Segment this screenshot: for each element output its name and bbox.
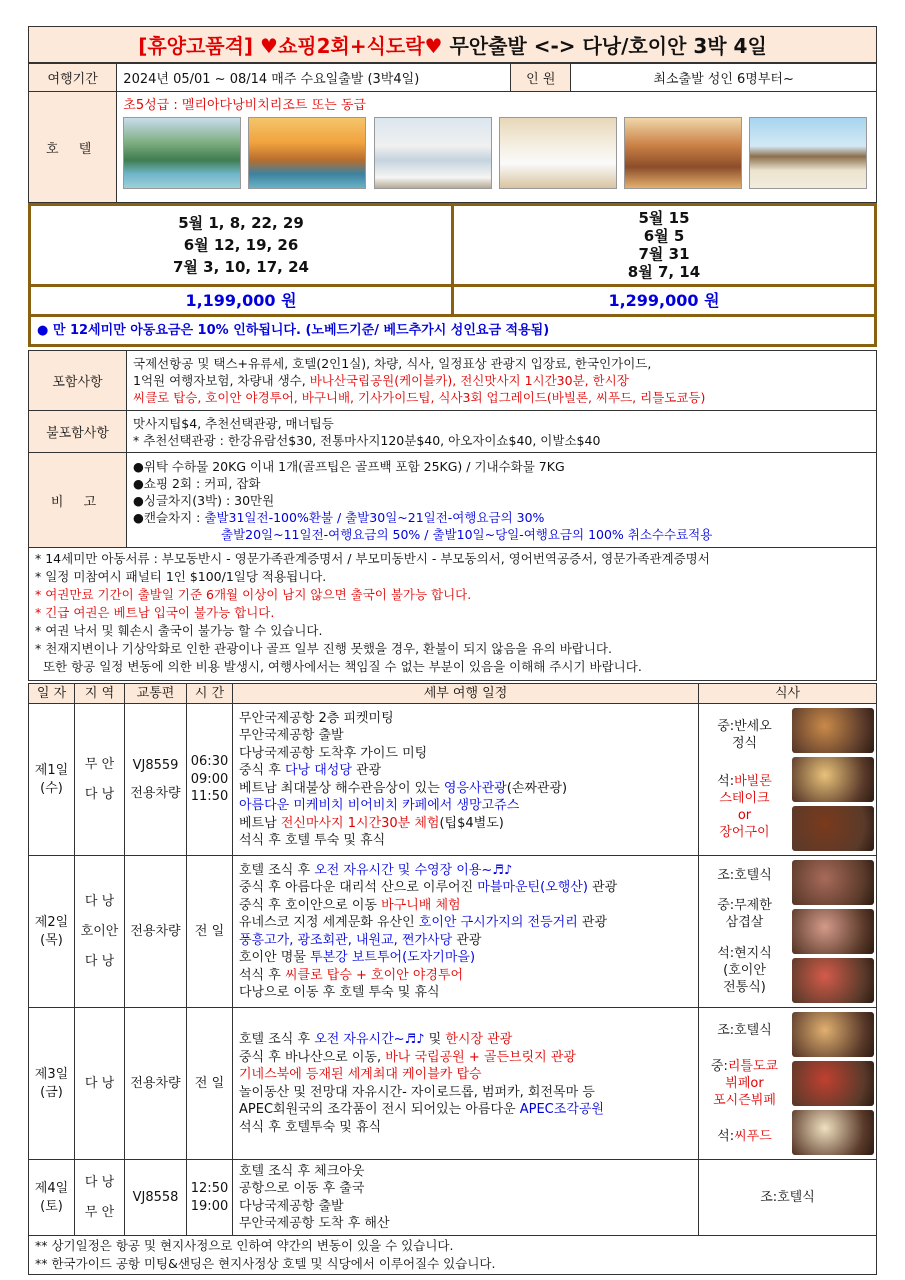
remarks-label: 비 고 [29, 453, 127, 548]
itinerary-text: 오전 자유시간~♬♪ [314, 1032, 425, 1047]
itinerary-text: 다낭국제공항 도착후 가이드 미팅 [239, 745, 428, 761]
itinerary-line [239, 862, 692, 880]
itinerary-text: 중식 후 호이안으로 이동 [239, 897, 382, 913]
food-photo [792, 909, 874, 954]
itinerary-text: APEC조각공원 [519, 1102, 604, 1117]
food-photo [792, 860, 874, 905]
meal-label: 석: [717, 1129, 735, 1145]
time-cell [187, 856, 233, 1008]
meal-cell [699, 1160, 877, 1236]
meal-label: 중: [710, 1058, 728, 1074]
people-label: 인 원 [511, 64, 571, 92]
time-cell [187, 704, 233, 856]
itinerary-text: (손짜관광) [506, 780, 568, 796]
remarks-text: ●캔슬차지 : [133, 509, 205, 525]
itinerary-line [239, 932, 692, 950]
itinerary-text: 중식 후 바나산으로 이동, [239, 1049, 386, 1065]
meal-label: 씨푸드 [734, 1129, 772, 1145]
itinerary-line [239, 1066, 692, 1084]
meal-item [701, 897, 788, 931]
detail-cell [233, 704, 699, 856]
lobby-image [624, 117, 742, 189]
guest-room-image [374, 117, 492, 189]
excluded-label: 불포함사항 [29, 411, 127, 453]
cancel-policy: 출발20일~11일전-여행요금의 50% / 출발10일~당일-여행요금의 100% 취소수수료적용 [221, 526, 713, 542]
notice-line: * 여권만료 기간이 출발일 기준 6개월 이상이 남지 않으면 출국이 불가능 합니다. [35, 587, 472, 602]
region-label: 무 안 [84, 756, 115, 772]
footer-line: ** 한국가이드 공항 미팅&샌딩은 현지사정상 호텔 및 식당에서 이루어질수 있습니다. [35, 1256, 496, 1271]
itinerary-text: 호텔 조식 후 체크아웃 [239, 1163, 365, 1179]
hotel-photos [123, 117, 870, 193]
transport-label: VJ8559 [132, 757, 179, 773]
itinerary-text: 베트남 최대불상 해수관음상이 있는 [239, 780, 444, 796]
meal-text [699, 1185, 876, 1210]
itinerary-line [239, 832, 692, 850]
day-cell: 제4일 (토) [29, 1160, 75, 1236]
remarks-line [133, 509, 870, 526]
meal-item [701, 1022, 788, 1039]
itinerary-text: 석식 후 호텔 투숙 및 휴식 [239, 833, 386, 848]
schedule-day-row [29, 704, 877, 856]
region-cell [75, 1160, 125, 1236]
col-detail: 세부 여행 일정 [233, 684, 699, 704]
itinerary-line [239, 967, 692, 985]
itinerary-text: 놀이동산 및 전망대 자유시간- 자이로드롭, 범퍼카, 회전목마 등 [239, 1084, 595, 1100]
itinerary-text: 영응사관광 [443, 780, 507, 796]
meal-item [701, 1128, 788, 1145]
meal-label: 조:호텔식 [717, 1022, 772, 1038]
itinerary-text: 관광 [587, 880, 618, 895]
day-cell: 제2일 (목) [29, 856, 75, 1008]
title-highlight: [휴양고품격] ♥쇼핑2회+식도락♥ [138, 34, 443, 58]
itinerary-text: 호이안 구시가지의 전등거리 [418, 915, 578, 930]
food-photo [792, 1061, 874, 1106]
cancel-policy: 출발31일전-100%환불 / 출발30일~21일전-여행요금의 30% [204, 509, 545, 525]
twin-room-image [499, 117, 617, 189]
conditions-table [28, 350, 877, 548]
food-photo [792, 708, 874, 753]
meal-item [701, 1189, 874, 1206]
meal-label: 중:반세오 정식 [717, 719, 772, 752]
region-label: 다 낭 [84, 786, 115, 802]
dates-price-box [28, 203, 877, 347]
itinerary-line [239, 727, 692, 745]
meal-label: 석:현지식 (호이안 전통식) [717, 946, 772, 996]
itinerary-line [239, 1031, 692, 1049]
hotel-note: 초5성급 : 멜리아다낭비치리조트 또는 동급 [123, 98, 366, 113]
date-line: 6월 12, 19, 26 [183, 236, 299, 254]
title-route: 무안출발 <-> 다낭/호이안 3박 4일 [442, 34, 767, 58]
meal-item [701, 945, 788, 996]
transport-label: 전용차량 [130, 923, 181, 939]
dates-row [31, 206, 874, 287]
region-cell [75, 856, 125, 1008]
itinerary-line [239, 1180, 692, 1198]
region-label: 다 낭 [84, 893, 115, 909]
itinerary-text: 바나 국립공원 + 골든브릿지 관광 [385, 1049, 576, 1065]
itinerary-line [239, 1084, 692, 1102]
food-photo [792, 1012, 874, 1057]
meal-item [701, 1058, 788, 1109]
date-line: 8월 7, 14 [627, 263, 701, 281]
price-left: 1,199,000 원 [31, 287, 454, 314]
price-right: 1,299,000 원 [608, 291, 720, 310]
itinerary-line [239, 1119, 692, 1137]
itinerary-text: 마블마운틴(오행산) [477, 880, 588, 895]
schedule-table [28, 683, 877, 1236]
meal-label: 리틀도쿄 뷔페or 포시즌뷔페 [713, 1058, 779, 1108]
transport-label: 전용차량 [130, 1075, 181, 1091]
pool-sunset-image [248, 117, 366, 189]
included-line: 씨클로 탑승, 호이안 야경투어, 바구니배, 기사가이드팁, 식사3회 업그레이드(바빌론, 씨푸드, 리틀도쿄등) [133, 390, 706, 405]
itinerary-text: 기네스북에 등재된 세계최대 케이블카 탑승 [239, 1067, 482, 1082]
transport-cell [125, 856, 187, 1008]
itinerary-text: 다낭국제공항 출발 [239, 1198, 344, 1214]
time-label: 06:30 [190, 754, 229, 770]
itinerary-text: (팁$4별도) [439, 815, 504, 831]
period-value: 2024년 05/01 ~ 08/14 매주 수요일출발 (3박4일) [117, 64, 511, 92]
meal-label: 조:호텔식 [717, 867, 772, 883]
transport-label: VJ8558 [132, 1189, 179, 1205]
meal-item [701, 718, 788, 752]
region-label: 무 안 [84, 1204, 115, 1220]
itinerary-text: 관광 [351, 763, 382, 778]
meal-text [699, 856, 790, 1007]
title-table [28, 26, 877, 63]
meal-label: 중:무제한 삼겹살 [717, 898, 772, 931]
excluded-content [127, 411, 877, 453]
transport-cell [125, 1160, 187, 1236]
people-value: 최소출발 성인 6명부터~ [571, 64, 877, 92]
info-table [28, 63, 877, 203]
col-transport: 교통편 [125, 684, 187, 704]
notice-line: * 14세미만 아동서류 : 부모동반시 - 영문가족관계증명서 / 부모미동반시 - 부모동의서, 영어번역공증서, 영문가족관계증명서 [35, 551, 710, 566]
schedule-day-row [29, 1160, 877, 1236]
itinerary-text: 바구니배 체험 [381, 897, 461, 913]
col-meal: 식사 [699, 684, 877, 704]
itinerary-text: 관광 [577, 915, 608, 930]
col-time: 시 간 [187, 684, 233, 704]
food-photo [792, 958, 874, 1003]
time-label: 12:50 [190, 1181, 229, 1196]
dates-left [31, 206, 454, 284]
itinerary-text: APEC회원국의 조각품이 전시 되어있는 아름다운 [239, 1102, 520, 1117]
excluded-line: 맛사지팁$4, 추천선택관광, 매너팁등 [133, 415, 334, 431]
hotel-label: 호 텔 [29, 92, 117, 203]
region-cell [75, 1008, 125, 1160]
time-label: 전 일 [194, 923, 225, 939]
itinerary-text: 석식 후 호텔투숙 및 휴식 [239, 1119, 382, 1135]
resort-aerial-image [123, 117, 241, 189]
itinerary-text: 공항으로 이동 후 출국 [239, 1181, 365, 1196]
col-region: 지 역 [75, 684, 125, 704]
remarks-content [127, 453, 877, 548]
transport-label: 전용차량 [130, 785, 181, 801]
remarks-line: ●위탁 수하물 20KG 이내 1개(골프팁은 골프백 포함 25KG) / 기내수화물 7KG [133, 458, 565, 474]
itinerary-text: 호텔 조식 후 [239, 862, 315, 878]
itinerary-line [239, 984, 692, 1002]
footer-notes [28, 1236, 877, 1275]
meal-label: 조:호텔식 [760, 1190, 815, 1205]
excluded-line: * 추천선택관광 : 한강유람선$30, 전통마사지120분$40, 아오자이쇼$40, 이발소$40 [133, 432, 601, 448]
food-photo [792, 806, 874, 851]
itinerary-text: 오전 자유시간 및 수영장 이용~♬♪ [314, 862, 513, 878]
region-cell [75, 704, 125, 856]
region-label: 다 낭 [84, 1174, 115, 1190]
time-label: 전 일 [194, 1075, 225, 1091]
notice-line: * 긴급 여권은 베트남 입국이 불가능 합니다. [35, 605, 275, 620]
notice-line: * 일정 미참여시 패널티 1인 $100/1일당 적용됩니다. [35, 569, 327, 584]
col-day: 일 자 [29, 684, 75, 704]
included-line: 국제선항공 및 택스+유류세, 호텔(2인1실), 차량, 식사, 일정표상 관광지 입장료, 한국인가이드, [133, 356, 652, 371]
itinerary-text: 석식 후 [239, 967, 285, 983]
transport-cell [125, 1008, 187, 1160]
day-cell: 제3일 (금) [29, 1008, 75, 1160]
itinerary-text: 풍흥고가, 광조회관, 내원교, 쩐가사당 [239, 932, 453, 948]
day-cell: 제1일 (수) [29, 704, 75, 856]
price-row [31, 287, 874, 317]
notice-line: 또한 항공 일정 변동에 의한 비용 발생시, 여행사에서는 책임질 수 없는 부분이 있음을 이해해 주시기 바랍니다. [35, 659, 642, 674]
remarks-line: ●쇼핑 2회 : 커피, 잡화 [133, 475, 261, 491]
itinerary-text: 호이안 명물 [239, 950, 311, 965]
date-line: 7월 3, 10, 17, 24 [173, 258, 309, 276]
notice-line: * 여권 낙서 및 훼손시 출국이 불가능 할 수 있습니다. [35, 623, 323, 638]
detail-cell [233, 1008, 699, 1160]
itinerary-line [239, 1163, 692, 1181]
dates-right [454, 206, 874, 284]
itinerary-text: 관광 [452, 932, 482, 948]
included-content [127, 351, 877, 411]
food-photo [792, 1110, 874, 1155]
meal-cell [699, 704, 877, 856]
itinerary-text: 전신마사지 1시간30분 체험 [280, 815, 440, 831]
itinerary-text: 무안국제공항 도착 후 해산 [239, 1216, 390, 1231]
itinerary-text: 및 [424, 1032, 446, 1047]
itinerary-line [239, 797, 692, 815]
itinerary-text: 중식 후 아름다운 대리석 산으로 이루어진 [239, 880, 478, 895]
meal-cell [699, 1008, 877, 1160]
footer-line: ** 상기일정은 항공 및 현지사정으로 인하여 약간의 변동이 있을 수 있습니다. [35, 1238, 454, 1253]
itinerary-line [239, 815, 692, 833]
itinerary-text: 유네스코 지정 세계문화 유산인 [239, 915, 419, 930]
itinerary-text: 다낭으로 이동 후 호텔 투숙 및 휴식 [239, 985, 440, 1000]
included-label: 포함사항 [29, 351, 127, 411]
hotel-cell [117, 92, 877, 203]
included-line [133, 372, 870, 389]
date-line: 5월 1, 8, 22, 29 [178, 214, 304, 232]
region-label: 호이안 [80, 923, 119, 939]
time-label: 11:50 [190, 789, 229, 805]
notices-box [28, 548, 877, 681]
itinerary-line [239, 710, 692, 728]
itinerary-text: 아름다운 미케비치 비어비치 카페에서 생망고쥬스 [239, 798, 520, 813]
region-label: 다 낭 [84, 953, 115, 969]
time-label: 19:00 [190, 1198, 229, 1214]
itinerary-text: 한시장 관광 [445, 1032, 513, 1047]
child-price-note: ● 만 12세미만 아동요금은 10% 인하됩니다. (노베드기준/ 베드추가시 성인요금 적용됨) [37, 323, 550, 338]
itinerary-line [239, 879, 692, 897]
itinerary-line [239, 1198, 692, 1216]
itinerary-text: 무안국제공항 출발 [239, 728, 344, 743]
region-label: 다 낭 [84, 1075, 115, 1091]
beach-umbrellas-image [749, 117, 867, 189]
included-highlight: 바나산국립공원(케이블카), 전신맛사지 1시간30분, 한시장 [309, 373, 629, 388]
itinerary-text: 호텔 조식 후 [239, 1032, 315, 1047]
detail-cell [233, 856, 699, 1008]
time-cell [187, 1160, 233, 1236]
itinerary-text: 씨클로 탑승 + 호이안 야경투어 [284, 967, 464, 983]
schedule-day-row [29, 856, 877, 1008]
itinerary-page [28, 26, 877, 1275]
itinerary-line [239, 914, 692, 932]
itinerary-line [239, 745, 692, 763]
itinerary-line [239, 949, 692, 967]
itinerary-line [239, 762, 692, 780]
notice-line: * 천재지변이나 기상악화로 인한 관광이나 골프 일부 진행 못했을 경우, 환불이 되지 않음을 유의 바랍니다. [35, 641, 612, 656]
itinerary-text: 무안국제공항 2층 피켓미팅 [239, 710, 394, 726]
remarks-line: ●싱글차지(3박) : 30만원 [133, 492, 275, 508]
itinerary-text: 투본강 보트투어(도자기마을) [310, 950, 476, 965]
meal-item [701, 773, 788, 841]
itinerary-text: 중식 후 [239, 763, 285, 778]
itinerary-line [239, 897, 692, 915]
period-label: 여행기간 [29, 64, 117, 92]
detail-cell [233, 1160, 699, 1236]
schedule-day-row [29, 1008, 877, 1160]
food-photo [792, 757, 874, 802]
itinerary-text: 베트남 [239, 815, 281, 831]
meal-text [699, 704, 790, 855]
meal-item [701, 867, 788, 884]
itinerary-text: 다낭 대성당 [284, 763, 352, 778]
date-line: 5월 15 [638, 209, 690, 227]
included-text: 1억원 여행자보험, 차량내 생수, [133, 373, 310, 388]
date-line: 6월 5 [643, 227, 685, 245]
time-cell [187, 1008, 233, 1160]
itinerary-line [239, 780, 692, 798]
page-title [29, 27, 877, 63]
meal-label: 석: [717, 773, 735, 789]
date-line: 7월 31 [638, 245, 690, 263]
itinerary-line [239, 1215, 692, 1233]
itinerary-line [239, 1049, 692, 1067]
meal-cell [699, 856, 877, 1008]
itinerary-line [239, 1101, 692, 1119]
time-label: 09:00 [190, 771, 229, 787]
transport-cell [125, 704, 187, 856]
meal-text [699, 1008, 790, 1159]
meal-label: 바빌론 스테이크 or 장어구이 [719, 773, 772, 840]
